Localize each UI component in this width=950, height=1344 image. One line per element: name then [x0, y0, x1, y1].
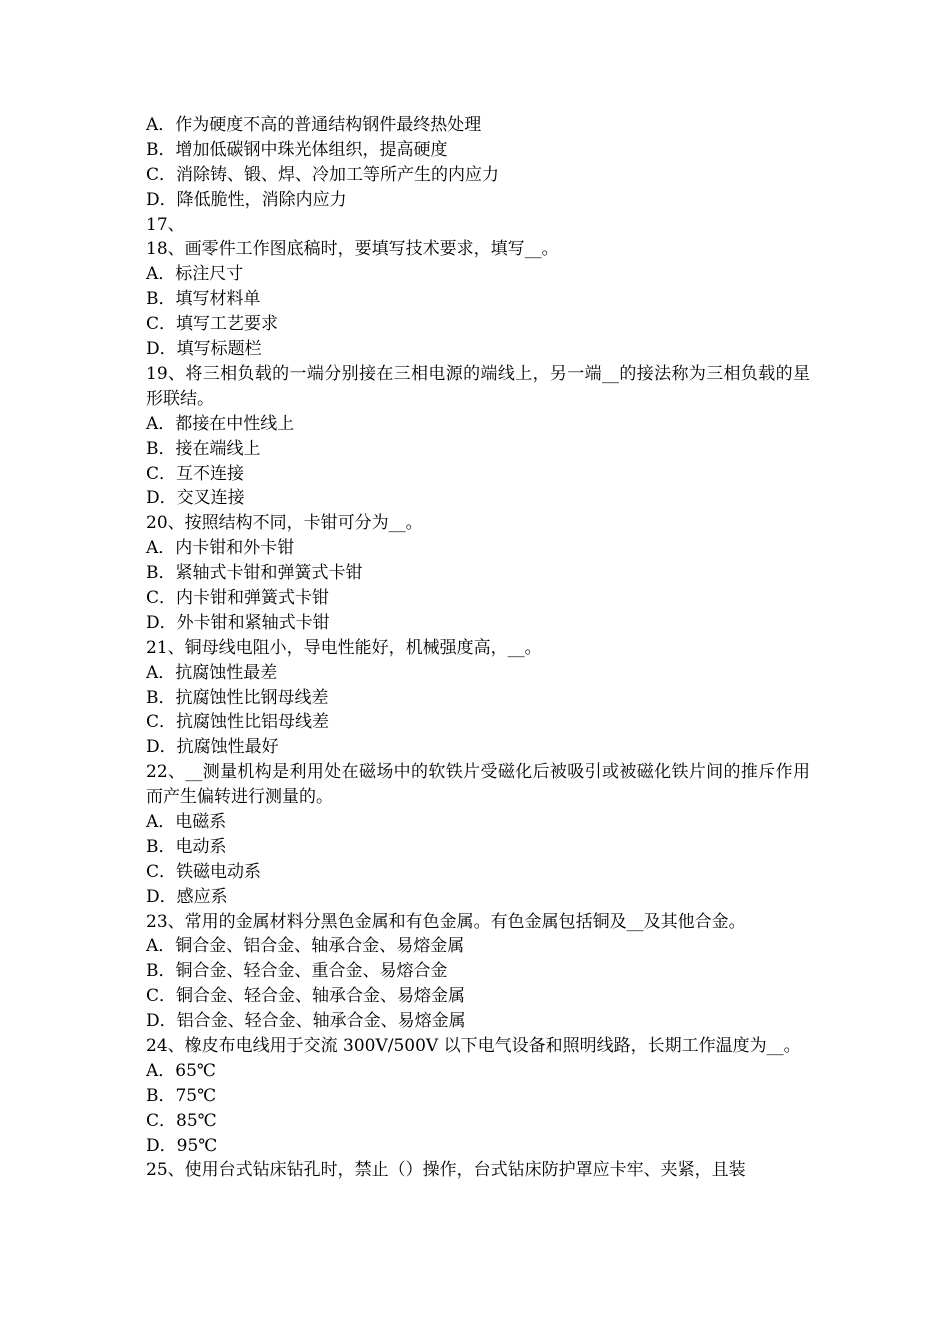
- option-a: A．抗腐蚀性最差: [146, 662, 278, 683]
- option-c: C．铜合金、轻合金、轴承合金、易熔金属: [146, 986, 466, 1007]
- option-d: D．95℃: [146, 1135, 218, 1156]
- question-19: 19、将三相负载的一端分别接在三相电源的端线上，另一端__的接法称为三相负载的星形联结。: [146, 363, 810, 409]
- question-17: 17、: [146, 214, 185, 235]
- question-25: 25、使用台式钻床钻孔时，禁止（）操作，台式钻床防护罩应卡牢、夹紧，且装: [146, 1160, 746, 1181]
- option-c: C．内卡钳和弹簧式卡钳: [146, 587, 330, 608]
- option-d: D．降低脆性，消除内应力: [146, 189, 347, 210]
- option-a: A．标注尺寸: [146, 264, 244, 285]
- question-22: 22、__测量机构是利用处在磁场中的软铁片受磁化后被吸引或被磁化铁片间的推斥作用而产生偏转进行测量的。: [146, 762, 810, 808]
- option-c: C．抗腐蚀性比铝母线差: [146, 712, 330, 733]
- option-a: A．铜合金、铝合金、轴承合金、易熔金属: [146, 936, 465, 957]
- option-a: A．内卡钳和外卡钳: [146, 538, 295, 559]
- option-a: A．都接在中性线上: [146, 413, 295, 434]
- option-a: A．65℃: [146, 1060, 216, 1081]
- question-21: 21、铜母线电阻小，导电性能好，机械强度高，__。: [146, 637, 542, 658]
- option-c: C．消除铸、锻、焊、冷加工等所产生的内应力: [146, 164, 500, 185]
- option-b: B．紧轴式卡钳和弹簧式卡钳: [146, 563, 363, 584]
- question-20: 20、按照结构不同，卡钳可分为__。: [146, 513, 423, 534]
- option-d: D．交叉连接: [146, 488, 245, 509]
- option-c: C．85℃: [146, 1110, 217, 1131]
- option-d: D．感应系: [146, 886, 228, 907]
- document-body: [146, 113, 810, 1183]
- question-18: 18、画零件工作图底稿时，要填写技术要求，填写__。: [146, 239, 559, 260]
- option-d: D．填写标题栏: [146, 339, 262, 360]
- option-b: B．75℃: [146, 1085, 217, 1106]
- option-d: D．抗腐蚀性最好: [146, 737, 279, 758]
- option-d: D．铝合金、轻合金、轴承合金、易熔金属: [146, 1011, 466, 1032]
- option-b: B．增加低碳钢中珠光体组织，提高硬度: [146, 139, 448, 160]
- question-24: 24、橡皮布电线用于交流 300V/500V 以下电气设备和照明线路，长期工作温度为__。: [146, 1036, 801, 1057]
- question-23: 23、常用的金属材料分黑色金属和有色金属。有色金属包括铜及__及其他合金。: [146, 911, 746, 932]
- option-c: C．互不连接: [146, 463, 245, 484]
- option-b: B．接在端线上: [146, 438, 261, 459]
- option-b: B．填写材料单: [146, 289, 261, 310]
- option-c: C．填写工艺要求: [146, 314, 279, 335]
- option-a: A．作为硬度不高的普通结构钢件最终热处理: [146, 115, 482, 135]
- option-b: B．抗腐蚀性比钢母线差: [146, 687, 329, 708]
- option-d: D．外卡钳和紧轴式卡钳: [146, 612, 330, 633]
- option-c: C．铁磁电动系: [146, 861, 262, 882]
- option-b: B．铜合金、轻合金、重合金、易熔合金: [146, 961, 448, 982]
- option-a: A．电磁系: [146, 812, 227, 832]
- option-b: B．电动系: [146, 836, 227, 857]
